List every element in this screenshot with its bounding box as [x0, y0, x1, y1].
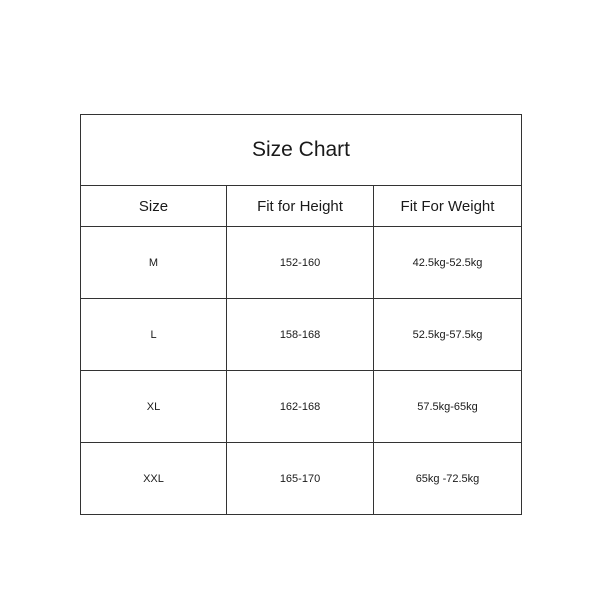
column-header-size: Size — [81, 186, 227, 227]
height-cell: 162-168 — [227, 371, 374, 443]
table-row — [81, 227, 522, 299]
table-row — [81, 443, 522, 515]
size-cell: XXL — [81, 443, 227, 515]
height-cell: 158-168 — [227, 299, 374, 371]
weight-cell: 57.5kg-65kg — [374, 371, 522, 443]
size-cell: L — [81, 299, 227, 371]
weight-cell: 65kg -72.5kg — [374, 443, 522, 515]
height-cell: 152-160 — [227, 227, 374, 299]
column-header-weight: Fit For Weight — [374, 186, 522, 227]
size-chart-title: Size Chart — [81, 115, 522, 186]
column-header-height: Fit for Height — [227, 186, 374, 227]
height-cell: 165-170 — [227, 443, 374, 515]
weight-cell: 52.5kg-57.5kg — [374, 299, 522, 371]
size-cell: M — [81, 227, 227, 299]
size-chart-table — [80, 114, 522, 515]
table-row — [81, 299, 522, 371]
size-cell: XL — [81, 371, 227, 443]
table-row — [81, 371, 522, 443]
title-row — [81, 115, 522, 186]
header-row — [81, 186, 522, 227]
weight-cell: 42.5kg-52.5kg — [374, 227, 522, 299]
